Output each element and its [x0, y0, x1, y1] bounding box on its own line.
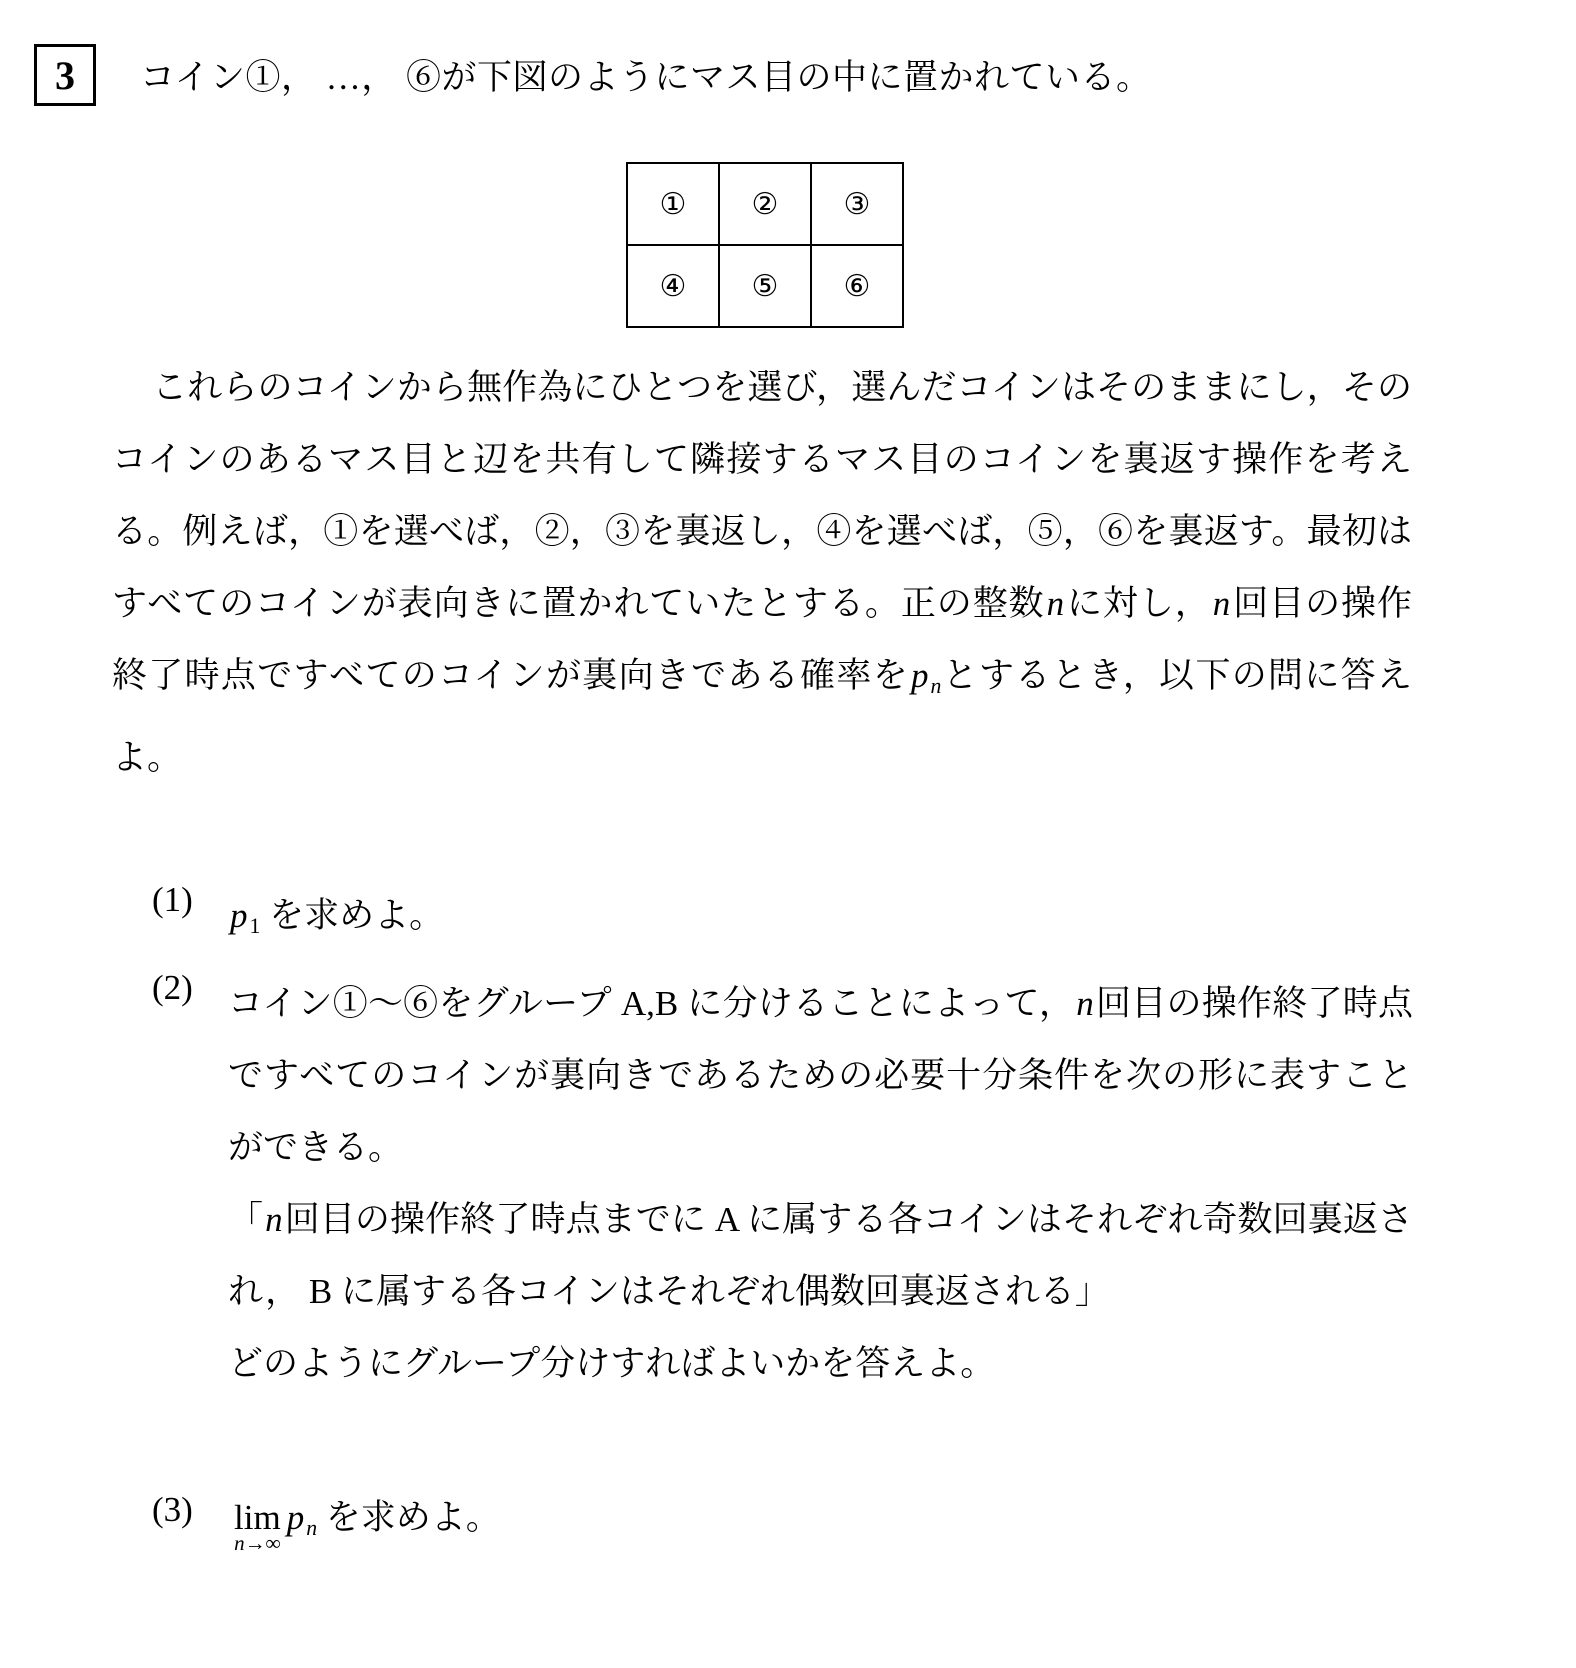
- question-1-text: を求めよ。: [269, 896, 445, 935]
- problem-lead-text: コイン①， …， ⑥が下図のようにマス目の中に置かれている。: [140, 58, 1152, 97]
- body-text-1: これらのコインから無作為にひとつを選び，選んだコインはそのままにし，そのコインのあるマス目と辺を共有して隣接するマス目のコインを裏返す操作を考える。例えば，①を選べば，②，③を裏返し，④を選べば，⑤，⑥を裏返す。最初はすべてのコインが表向きに置かれていたとする。正の整数: [112, 368, 1412, 623]
- body-variable-n-2: n: [1212, 584, 1231, 623]
- grid-row: [627, 163, 903, 245]
- grid-cell-coin-2: ②: [719, 163, 811, 245]
- body-variable-n-1: n: [1046, 584, 1065, 623]
- question-3-math-base: p: [286, 1498, 305, 1537]
- grid-cell-coin-6: ⑥: [811, 245, 903, 327]
- grid-row: [627, 245, 903, 327]
- problem-number-box: [34, 44, 96, 106]
- question-2-quote-text: 回目の操作終了時点までに A に属する各コインはそれぞれ奇数回裏返され， B に属する各コインはそれぞれ偶数回裏返される」: [228, 1200, 1413, 1311]
- question-2-body: [228, 968, 1413, 1400]
- body-variable-p-subscript: n: [930, 674, 942, 699]
- question-2-quote-variable-n: n: [265, 1200, 283, 1239]
- body-variable-p: p: [911, 656, 929, 695]
- question-1-math-base: p: [230, 896, 248, 935]
- limit-operator: [234, 1497, 281, 1556]
- question-1-math-subscript: 1: [249, 914, 261, 939]
- body-text-3: 回目の操作終了時点ですべてのコインが裏向きである確率を: [112, 584, 1412, 695]
- body-text-2: に対し，: [1066, 584, 1211, 623]
- problem-number: 3: [55, 52, 75, 98]
- coin-grid-figure: [626, 162, 904, 328]
- question-2-line1-b: 回目の操作終了時点ですべてのコインが裏向きであるための必要十分条件を次の形に表すことができる。: [228, 984, 1413, 1167]
- body-text-4: とするとき，以下の問に答えよ。: [112, 656, 1412, 778]
- question-2-quote-open: 「: [228, 1200, 264, 1239]
- question-2-last-line: どのようにグループ分けすればよいかを答えよ。: [228, 1344, 996, 1383]
- question-1-label: (1): [152, 880, 193, 919]
- question-2-variable-n: n: [1076, 984, 1094, 1023]
- problem-body-paragraph: [112, 352, 1412, 794]
- question-3-math-subscript: n: [306, 1516, 318, 1541]
- grid-cell-coin-4: ④: [627, 245, 719, 327]
- question-3-text: を求めよ。: [325, 1498, 501, 1537]
- limit-lim-text: lim: [234, 1497, 281, 1537]
- grid-cell-coin-5: ⑤: [719, 245, 811, 327]
- question-2-line1-a: コイン①〜⑥をグループ A,B に分けることによって，: [228, 984, 1075, 1023]
- question-1-body: [228, 880, 1408, 962]
- grid-cell-coin-3: ③: [811, 163, 903, 245]
- question-2-label: (2): [152, 968, 193, 1007]
- question-3-label: (3): [152, 1490, 193, 1529]
- limit-subscript: n→∞: [234, 1531, 281, 1556]
- question-3-body: [234, 1482, 1414, 1564]
- grid-cell-coin-1: ①: [627, 163, 719, 245]
